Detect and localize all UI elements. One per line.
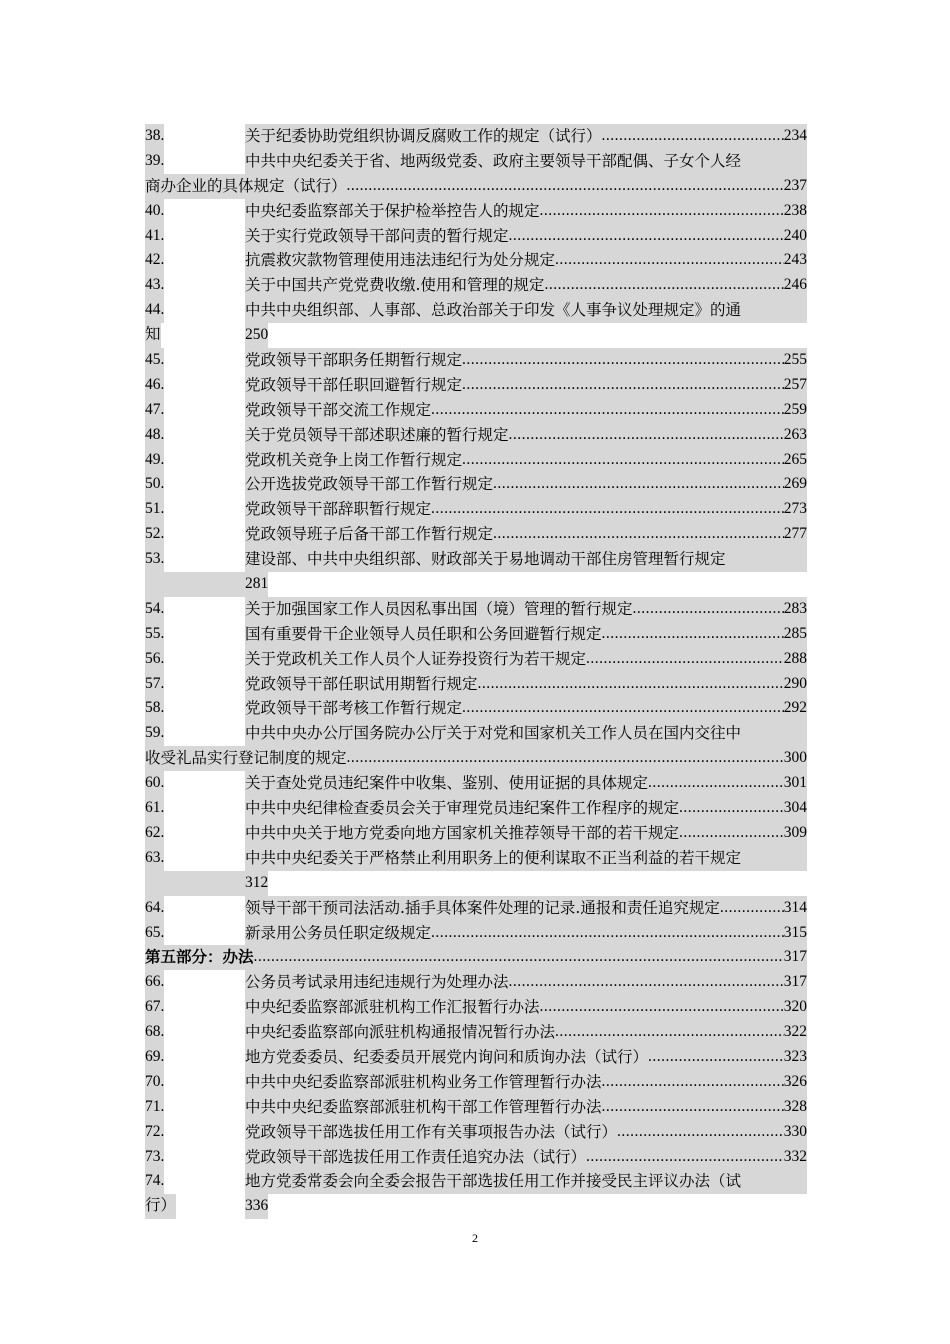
entry-title: 中央纪委监察部派驻机构工作汇报暂行办法 (245, 998, 540, 1017)
toc-line-continued (145, 174, 807, 199)
toc-line-continued (145, 323, 807, 348)
entry-page: 238 (783, 201, 807, 219)
entry-text (245, 1120, 807, 1145)
entry-page: 288 (783, 649, 807, 667)
entry-text (245, 970, 807, 995)
entry-title: 关于实行党政领导干部问责的暂行规定 (245, 226, 509, 245)
toc-entry[interactable] (145, 821, 807, 846)
toc-entry[interactable] (145, 273, 807, 298)
dot-leader (540, 199, 784, 224)
toc-section-heading[interactable] (145, 945, 807, 970)
entry-text (245, 224, 807, 249)
entry-page: 300 (783, 749, 807, 767)
entry-text (245, 821, 807, 846)
toc-entry[interactable] (145, 896, 807, 921)
entry-number: 41. (145, 224, 164, 249)
entry-text (245, 871, 268, 896)
entry-number: 65. (145, 921, 164, 946)
entry-number: 54. (145, 597, 164, 622)
entry-page: 281 (245, 575, 269, 593)
entry-number: 62. (145, 821, 164, 846)
entry-title: 中共中央纪委监察部派驻机构业务工作管理暂行办法 (245, 1072, 602, 1091)
entry-title: 中央纪委监察部关于保护检举控告人的规定 (245, 201, 540, 220)
dot-leader (493, 472, 784, 497)
entry-number: 50. (145, 472, 164, 497)
entry-number: 64. (145, 896, 164, 921)
table-of-contents (145, 124, 807, 1219)
toc-entry[interactable] (145, 448, 807, 473)
entry-page: 312 (245, 873, 269, 891)
entry-title: 国有重要骨干企业领导人员任职和公务回避暂行规定 (245, 624, 602, 643)
entry-title: 地方党委常委会向全委会报告干部选拔任用工作并接受民主评议办法（试 (245, 1172, 742, 1191)
entry-text (245, 696, 807, 721)
dot-leader (462, 348, 784, 373)
entry-number: 38. (145, 124, 164, 149)
toc-entry[interactable] (145, 672, 807, 697)
toc-line (145, 597, 807, 622)
entry-title-continued (145, 871, 245, 896)
entry-number: 74. (145, 1169, 164, 1194)
toc-entry[interactable] (145, 124, 807, 149)
entry-page: 234 (783, 127, 807, 144)
dot-leader (648, 1045, 784, 1070)
dot-leader (347, 174, 784, 199)
entry-page: 323 (783, 1047, 807, 1065)
dot-leader (509, 970, 784, 995)
entry-number: 51. (145, 497, 164, 522)
dot-leader (617, 1120, 784, 1145)
entry-text (245, 572, 268, 597)
toc-line (145, 1169, 807, 1194)
entry-text (245, 298, 807, 323)
entry-text (245, 896, 807, 921)
toc-line (145, 1045, 807, 1070)
entry-number: 61. (145, 796, 164, 821)
toc-line (145, 1145, 807, 1170)
entry-title: 中共中央纪律检查委员会关于审理党员违纪案件工作程序的规定 (245, 799, 680, 818)
entry-title: 中共中央关于地方党委向地方国家机关推荐领导干部的若干规定 (245, 823, 680, 842)
dot-leader (462, 373, 784, 398)
entry-title: 中共中央办公厅国务院办公厅关于对党和国家机关工作人员在国内交往中 (245, 724, 742, 743)
toc-line (145, 298, 807, 323)
entry-title: 党政领导干部选拔任用工作有关事项报告办法（试行） (245, 1122, 618, 1141)
entry-page: 255 (783, 351, 807, 369)
entry-text (245, 647, 807, 672)
entry-text (245, 472, 807, 497)
entry-title-continued (145, 572, 245, 597)
toc-line (145, 647, 807, 672)
toc-line (145, 124, 807, 149)
entry-page: 265 (783, 450, 807, 468)
entry-title: 中共中央纪委关于严格禁止利用职务上的便利谋取不正当利益的若干规定 (245, 848, 742, 867)
entry-page: 283 (783, 599, 807, 617)
entry-title: 关于党政机关工作人员个人证券投资行为若干规定 (245, 649, 587, 668)
toc-entry[interactable] (145, 995, 807, 1020)
entry-number: 63. (145, 846, 164, 871)
toc-entry[interactable] (145, 1145, 807, 1170)
entry-number: 67. (145, 995, 164, 1020)
entry-title-continued: 行） (145, 1194, 176, 1219)
toc-entry[interactable] (145, 1169, 807, 1219)
entry-text (245, 597, 807, 622)
entry-text (245, 995, 807, 1020)
toc-line (145, 796, 807, 821)
dot-leader (555, 248, 784, 273)
entry-text (245, 721, 807, 746)
entry-page: 317 (783, 948, 807, 966)
entry-page: 322 (783, 1023, 807, 1041)
entry-page: 273 (783, 500, 807, 518)
toc-line-continued (145, 871, 807, 896)
toc-entry[interactable] (145, 1045, 807, 1070)
dot-leader (462, 448, 784, 473)
entry-text (245, 423, 807, 448)
dot-leader (555, 1020, 784, 1045)
entry-page: 301 (783, 774, 807, 792)
page-number: 2 (472, 1231, 478, 1245)
entry-text (245, 1169, 807, 1194)
dot-leader (431, 921, 784, 946)
toc-entry[interactable] (145, 796, 807, 821)
entry-number: 47. (145, 398, 164, 423)
toc-entry[interactable] (145, 373, 807, 398)
entry-title: 党政领导干部辞职暂行规定 (245, 500, 432, 519)
toc-line (145, 547, 807, 572)
entry-page: 330 (783, 1122, 807, 1140)
entry-page: 257 (783, 375, 807, 393)
entry-number: 70. (145, 1070, 164, 1095)
entry-page: 269 (783, 475, 807, 493)
entry-title: 地方党委委员、纪委委员开展党内询问和质询办法（试行） (245, 1047, 649, 1066)
entry-text (245, 846, 807, 871)
toc-line (145, 672, 807, 697)
toc-line (145, 423, 807, 448)
entry-text (245, 199, 807, 224)
entry-title: 中共中央纪委关于省、地两级党委、政府主要领导干部配偶、子女个人经 (245, 151, 742, 170)
toc-entry[interactable] (145, 647, 807, 672)
toc-entry[interactable] (145, 472, 807, 497)
entry-number: 48. (145, 423, 164, 448)
entry-text (245, 348, 807, 373)
entry-text (245, 1194, 268, 1219)
dot-leader (602, 1095, 784, 1120)
entry-text (145, 746, 807, 771)
toc-entry[interactable] (145, 248, 807, 273)
dot-leader (602, 622, 784, 647)
entry-text (245, 622, 807, 647)
dot-leader (431, 398, 784, 423)
entry-page: 246 (783, 276, 807, 294)
toc-entry[interactable] (145, 1070, 807, 1095)
toc-line (145, 970, 807, 995)
entry-title: 关于党员领导干部述职述廉的暂行规定 (245, 425, 509, 444)
entry-page: 304 (783, 799, 807, 817)
entry-title: 公开选拔党政领导干部工作暂行规定 (245, 475, 494, 494)
dot-leader (478, 672, 784, 697)
entry-number: 53. (145, 547, 164, 572)
entry-text (245, 448, 807, 473)
toc-line (145, 224, 807, 249)
toc-entry[interactable] (145, 696, 807, 721)
entry-title: 党政领导干部任职回避暂行规定 (245, 375, 463, 394)
dot-leader (509, 423, 784, 448)
toc-entry[interactable] (145, 921, 807, 946)
entry-page: 292 (783, 699, 807, 717)
dot-leader (544, 273, 783, 298)
dot-leader (254, 945, 784, 970)
dot-leader (493, 522, 784, 547)
dot-leader (602, 124, 784, 149)
toc-line (145, 1120, 807, 1145)
toc-entry[interactable] (145, 1020, 807, 1045)
toc-entry[interactable] (145, 398, 807, 423)
entry-title: 党政领导干部任职试用期暂行规定 (245, 674, 478, 693)
entry-number: 71. (145, 1095, 164, 1120)
toc-entry[interactable] (145, 1120, 807, 1145)
entry-text (245, 1020, 807, 1045)
entry-title: 党政领导干部交流工作规定 (245, 400, 432, 419)
toc-entry[interactable] (145, 970, 807, 995)
dot-leader (509, 224, 784, 249)
toc-entry[interactable] (145, 771, 807, 796)
entry-page: 326 (783, 1072, 807, 1090)
entry-text (245, 796, 807, 821)
entry-page: 320 (783, 998, 807, 1016)
entry-number: 68. (145, 1020, 164, 1045)
entry-page: 240 (783, 226, 807, 244)
toc-entry[interactable] (145, 224, 807, 249)
entry-title: 关于查处党员违纪案件中收集、鉴别、使用证据的具体规定 (245, 774, 649, 793)
entry-title-continued: 收受礼品实行登记制度的规定 (145, 749, 347, 768)
entry-title: 公务员考试录用违纪违规行为处理办法 (245, 973, 509, 992)
toc-line (145, 448, 807, 473)
toc-entry[interactable] (145, 622, 807, 647)
toc-line (145, 248, 807, 273)
toc-entry[interactable] (145, 423, 807, 448)
entry-page: 314 (783, 898, 807, 916)
entry-text (245, 1070, 807, 1095)
dot-leader (648, 771, 784, 796)
dot-leader (602, 1070, 784, 1095)
entry-number: 72. (145, 1120, 164, 1145)
entry-text (245, 497, 807, 522)
toc-entry[interactable] (145, 846, 807, 896)
entry-number: 49. (145, 448, 164, 473)
entry-text (245, 1045, 807, 1070)
entry-page: 315 (783, 923, 807, 941)
entry-page: 332 (783, 1147, 807, 1165)
entry-number: 44. (145, 298, 164, 323)
entry-number: 56. (145, 647, 164, 672)
entry-text (245, 522, 807, 547)
toc-line (145, 945, 807, 970)
toc-line-continued (145, 1194, 807, 1219)
entry-number: 55. (145, 622, 164, 647)
entry-number: 45. (145, 348, 164, 373)
entry-number: 73. (145, 1145, 164, 1170)
toc-entry[interactable] (145, 547, 807, 597)
toc-line (145, 149, 807, 174)
entry-title: 中共中央纪委监察部派驻机构干部工作管理暂行办法 (245, 1097, 602, 1116)
entry-title: 党政领导干部职务任期暂行规定 (245, 351, 463, 370)
toc-line (145, 398, 807, 423)
entry-number: 46. (145, 373, 164, 398)
entry-text (245, 373, 807, 398)
entry-text (245, 547, 807, 572)
toc-line (145, 721, 807, 746)
entry-title: 党政领导干部考核工作暂行规定 (245, 699, 463, 718)
toc-line (145, 348, 807, 373)
entry-title: 党政领导干部选拔任用工作责任追究办法（试行） (245, 1147, 587, 1166)
entry-text (245, 149, 807, 174)
dot-leader (633, 597, 784, 622)
entry-number: 59. (145, 721, 164, 746)
dot-leader (586, 647, 784, 672)
dot-leader (679, 796, 784, 821)
entry-page: 237 (783, 176, 807, 194)
entry-title: 关于中国共产党党费收缴.使用和管理的规定 (245, 276, 545, 295)
entry-number: 43. (145, 273, 164, 298)
entry-title: 关于加强国家工作人员因私事出国（境）管理的暂行规定 (245, 599, 633, 618)
toc-line (145, 1020, 807, 1045)
entry-number: 42. (145, 248, 164, 273)
toc-line (145, 472, 807, 497)
toc-line (145, 522, 807, 547)
entry-title: 中央纪委监察部向派驻机构通报情况暂行办法 (245, 1023, 556, 1042)
dot-leader (462, 696, 784, 721)
entry-page: 263 (783, 425, 807, 443)
entry-title: 新录用公务员任职定级规定 (245, 923, 432, 942)
dot-leader (586, 1145, 784, 1170)
dot-leader (431, 497, 784, 522)
toc-entry[interactable] (145, 597, 807, 622)
toc-line (145, 373, 807, 398)
entry-number: 60. (145, 771, 164, 796)
entry-text (145, 945, 807, 970)
toc-entry[interactable] (145, 298, 807, 348)
entry-title: 关于纪委协助党组织协调反腐败工作的规定（试行） (245, 127, 602, 145)
entry-title-continued: 商办企业的具体规定（试行） (145, 176, 347, 195)
entry-page: 250 (245, 326, 269, 344)
dot-leader (347, 746, 784, 771)
entry-text (245, 921, 807, 946)
toc-line (145, 846, 807, 871)
entry-page: 243 (783, 251, 807, 269)
toc-line-continued (145, 746, 807, 771)
entry-page: 336 (245, 1197, 269, 1215)
toc-entry[interactable] (145, 149, 807, 199)
entry-text (245, 672, 807, 697)
toc-entry[interactable] (145, 199, 807, 224)
entry-number: 39. (145, 149, 164, 174)
toc-line (145, 696, 807, 721)
toc-line (145, 896, 807, 921)
entry-text (245, 771, 807, 796)
toc-line (145, 821, 807, 846)
toc-entry[interactable] (145, 348, 807, 373)
entry-number: 52. (145, 522, 164, 547)
toc-line (145, 771, 807, 796)
toc-line (145, 921, 807, 946)
dot-leader (720, 896, 784, 921)
toc-line (145, 995, 807, 1020)
entry-number: 57. (145, 672, 164, 697)
entry-text (245, 124, 807, 149)
entry-page: 309 (783, 823, 807, 841)
toc-line (145, 622, 807, 647)
entry-text (145, 174, 807, 199)
entry-text (245, 323, 268, 348)
entry-page: 317 (783, 973, 807, 991)
toc-entry[interactable] (145, 721, 807, 771)
entry-title: 中共中央组织部、人事部、总政治部关于印发《人事争议处理规定》的通 (245, 301, 742, 320)
entry-number: 58. (145, 696, 164, 721)
entry-title: 领导干部干预司法活动.插手具体案件处理的记录.通报和责任追究规定 (245, 898, 720, 917)
dot-leader (679, 821, 784, 846)
entry-page: 328 (783, 1097, 807, 1115)
entry-number: 69. (145, 1045, 164, 1070)
entry-title: 抗震救灾款物管理使用违法违纪行为处分规定 (245, 251, 556, 270)
toc-line (145, 273, 807, 298)
entry-text (245, 1145, 807, 1170)
entry-title: 党政领导班子后备干部工作暂行规定 (245, 525, 494, 544)
entry-title: 建设部、中共中央组织部、财政部关于易地调动干部住房管理暂行规定 (245, 550, 726, 569)
toc-line (145, 1095, 807, 1120)
entry-number: 66. (145, 970, 164, 995)
entry-text (245, 273, 807, 298)
entry-page: 259 (783, 400, 807, 418)
entry-text (245, 248, 807, 273)
entry-page: 285 (783, 624, 807, 642)
entry-page: 277 (783, 525, 807, 543)
toc-entry[interactable] (145, 522, 807, 547)
toc-line (145, 199, 807, 224)
entry-text (245, 398, 807, 423)
toc-line (145, 1070, 807, 1095)
entry-text (245, 1095, 807, 1120)
dot-leader (540, 995, 784, 1020)
entry-number: 40. (145, 199, 164, 224)
entry-title: 党政机关竞争上岗工作暂行规定 (245, 450, 463, 469)
entry-page: 290 (783, 674, 807, 692)
toc-line (145, 497, 807, 522)
toc-entry[interactable] (145, 497, 807, 522)
entry-title: 第五部分：办法 (145, 947, 254, 967)
entry-title-continued: 知 (145, 323, 161, 348)
toc-line-continued (145, 572, 807, 597)
toc-entry[interactable] (145, 1095, 807, 1120)
